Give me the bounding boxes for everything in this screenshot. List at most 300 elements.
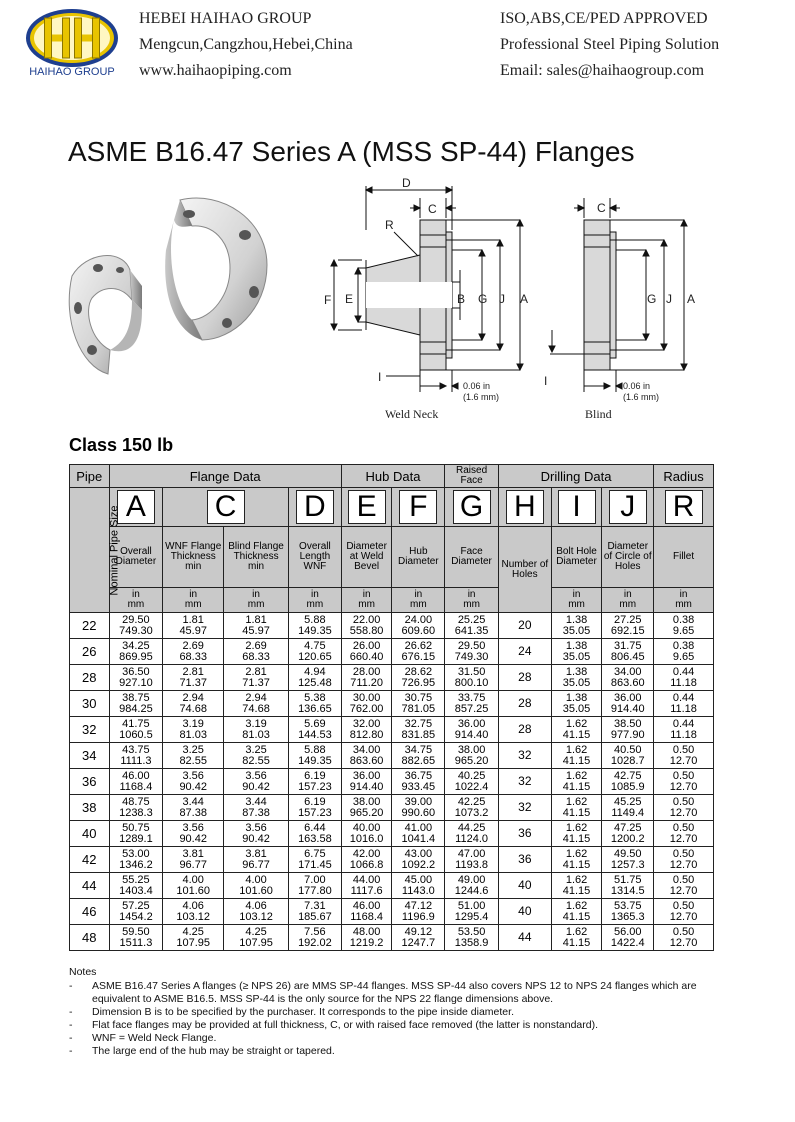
value-in: 1.62 bbox=[565, 717, 588, 730]
cell-a bbox=[109, 613, 163, 639]
label-g: G bbox=[478, 292, 488, 306]
table-row bbox=[70, 665, 714, 691]
unit-cell bbox=[289, 588, 342, 613]
value-in: 4.00 bbox=[245, 873, 267, 886]
value-mm: 96.77 bbox=[242, 858, 270, 871]
value-mm: 107.95 bbox=[239, 936, 273, 949]
value-mm: 1257.3 bbox=[610, 858, 645, 871]
unit-cell bbox=[445, 588, 499, 613]
cell-r bbox=[654, 925, 714, 951]
value-in: 26.00 bbox=[352, 639, 381, 652]
cell-a bbox=[109, 873, 163, 899]
cell-e bbox=[341, 795, 392, 821]
value-in: 36.00 bbox=[457, 717, 486, 730]
cell-r bbox=[654, 847, 714, 873]
email-text[interactable]: Email: sales@haihaogroup.com bbox=[500, 62, 705, 79]
notes-title: Notes bbox=[69, 966, 97, 978]
cell-cb bbox=[224, 717, 289, 743]
value-mm: 749.30 bbox=[119, 624, 153, 637]
value-mm: 863.60 bbox=[610, 676, 645, 689]
desc-overall-diameter: Overall Diameter bbox=[109, 527, 163, 588]
value-mm: 1295.4 bbox=[454, 910, 489, 923]
value-in: 45.25 bbox=[613, 795, 642, 808]
value-in: 41.00 bbox=[404, 821, 433, 834]
unit-cell bbox=[602, 588, 654, 613]
value-in: 0.44 bbox=[672, 665, 695, 678]
group-radius: Radius bbox=[654, 465, 714, 488]
group-pipe: Pipe bbox=[70, 465, 110, 488]
cell-h: 28 bbox=[498, 717, 551, 743]
note-text: ASME B16.47 Series A flanges (≥ NPS 26) are MMS SP-44 flanges. MSS SP-44 also covers NPS 12 to NPS 24 flanges which are equivalent to ASME B16.5. MSS SP-44 is the only source for the NPS 22 flange dimensions above. bbox=[92, 980, 697, 1005]
value-in: 22.00 bbox=[352, 613, 381, 626]
cell-a bbox=[109, 769, 163, 795]
cell-cw bbox=[163, 717, 224, 743]
cell-g bbox=[445, 847, 499, 873]
value-in: 4.94 bbox=[304, 665, 326, 678]
cell-nps: 44 bbox=[70, 873, 110, 899]
cell-j bbox=[602, 665, 654, 691]
value-mm: 90.42 bbox=[179, 832, 207, 845]
value-in: 0.50 bbox=[672, 795, 695, 808]
letter-i: I bbox=[558, 490, 596, 524]
value-mm: 35.05 bbox=[562, 702, 591, 715]
value-mm: 12.70 bbox=[669, 832, 698, 845]
cell-i bbox=[551, 795, 602, 821]
desc-weld-bevel: Diameter at Weld Bevel bbox=[341, 527, 392, 588]
cell-d bbox=[289, 847, 342, 873]
table-row bbox=[70, 717, 714, 743]
value-in: 3.19 bbox=[245, 717, 267, 730]
value-mm: 1238.3 bbox=[119, 806, 153, 819]
value-in: 43.75 bbox=[122, 743, 150, 756]
value-mm: 863.60 bbox=[349, 754, 384, 767]
table-row bbox=[70, 899, 714, 925]
cell-a bbox=[109, 639, 163, 665]
dim-mm-wn: (1.6 mm) bbox=[463, 392, 499, 402]
value-mm: 1124.0 bbox=[455, 832, 488, 845]
desc-circle-of-holes: Diameter of Circle of Holes bbox=[602, 527, 654, 588]
value-mm: 11.18 bbox=[670, 702, 697, 715]
value-mm: 869.95 bbox=[119, 650, 153, 663]
value-mm: 882.65 bbox=[401, 754, 436, 767]
unit-in: in bbox=[679, 589, 688, 600]
value-mm: 1073.2 bbox=[454, 806, 489, 819]
label-f: F bbox=[324, 293, 332, 307]
value-mm: 125.48 bbox=[298, 676, 332, 689]
value-in: 4.25 bbox=[245, 925, 267, 938]
value-in: 0.50 bbox=[672, 847, 695, 860]
cell-h: 28 bbox=[498, 665, 551, 691]
value-mm: 762.00 bbox=[349, 702, 384, 715]
value-mm: 831.85 bbox=[401, 728, 436, 741]
blind-label-a: A bbox=[687, 292, 696, 306]
nps-header bbox=[70, 488, 121, 613]
value-in: 46.00 bbox=[352, 899, 381, 912]
value-in: 3.56 bbox=[182, 769, 204, 782]
letter-j: J bbox=[609, 490, 647, 524]
note-bullet: - bbox=[69, 1006, 73, 1018]
cell-e bbox=[341, 925, 392, 951]
value-in: 1.38 bbox=[565, 691, 588, 704]
note-bullet: - bbox=[69, 1032, 73, 1044]
cell-f bbox=[392, 847, 445, 873]
value-mm: 136.65 bbox=[298, 702, 332, 715]
unit-in: in bbox=[189, 589, 198, 600]
cell-r bbox=[654, 873, 714, 899]
cell-cb bbox=[224, 665, 289, 691]
value-mm: 1247.7 bbox=[401, 936, 436, 949]
value-mm: 82.55 bbox=[179, 754, 207, 767]
letter-row bbox=[70, 488, 714, 527]
value-mm: 41.15 bbox=[562, 832, 591, 845]
value-mm: 806.45 bbox=[610, 650, 645, 663]
cell-r bbox=[654, 665, 714, 691]
value-mm: 12.70 bbox=[669, 936, 698, 949]
cell-j bbox=[602, 925, 654, 951]
desc-hub-diameter: Hub Diameter bbox=[392, 527, 445, 588]
value-mm: 800.10 bbox=[454, 676, 489, 689]
value-in: 39.00 bbox=[404, 795, 433, 808]
value-mm: 90.42 bbox=[179, 780, 207, 793]
cell-cw bbox=[163, 639, 224, 665]
flange-dimension-table bbox=[69, 464, 714, 951]
unit-in: in bbox=[572, 589, 581, 600]
value-in: 4.25 bbox=[182, 925, 204, 938]
desc-wnf-thickness: WNF Flange Thickness min bbox=[163, 527, 224, 588]
cell-j bbox=[602, 717, 654, 743]
cell-h: 36 bbox=[498, 821, 551, 847]
value-in: 4.06 bbox=[182, 899, 204, 912]
cell-f bbox=[392, 613, 445, 639]
cell-g bbox=[445, 717, 499, 743]
value-in: 1.62 bbox=[565, 795, 588, 808]
value-mm: 1200.2 bbox=[610, 832, 645, 845]
cell-j bbox=[602, 795, 654, 821]
value-mm: 558.80 bbox=[349, 624, 384, 637]
value-mm: 41.15 bbox=[562, 728, 591, 741]
cell-a bbox=[109, 743, 163, 769]
letter-h: H bbox=[506, 490, 544, 524]
cell-h: 32 bbox=[498, 743, 551, 769]
cell-f bbox=[392, 743, 445, 769]
value-mm: 1196.9 bbox=[401, 910, 435, 923]
cell-g bbox=[445, 613, 499, 639]
label-d: D bbox=[402, 176, 411, 190]
value-mm: 90.42 bbox=[242, 780, 270, 793]
value-mm: 857.25 bbox=[454, 702, 489, 715]
value-mm: 101.60 bbox=[176, 884, 211, 897]
value-mm: 1117.6 bbox=[350, 884, 383, 897]
value-in: 51.75 bbox=[613, 873, 642, 886]
cell-g bbox=[445, 821, 499, 847]
unit-mm: mm bbox=[127, 599, 145, 610]
value-in: 48.75 bbox=[122, 795, 150, 808]
value-mm: 1346.2 bbox=[119, 858, 153, 871]
letter-g: G bbox=[453, 490, 491, 524]
table-row bbox=[70, 743, 714, 769]
cell-h: 40 bbox=[498, 899, 551, 925]
cell-e bbox=[341, 717, 392, 743]
value-in: 0.50 bbox=[672, 899, 695, 912]
company-address: Mengcun,Cangzhou,Hebei,China bbox=[139, 36, 353, 53]
value-mm: 641.35 bbox=[454, 624, 489, 637]
cell-h: 40 bbox=[498, 873, 551, 899]
value-mm: 1060.5 bbox=[119, 728, 153, 741]
value-in: 7.56 bbox=[304, 925, 326, 938]
cell-d bbox=[289, 873, 342, 899]
value-in: 1.62 bbox=[565, 769, 588, 782]
value-mm: 74.68 bbox=[242, 702, 270, 715]
value-in: 0.44 bbox=[672, 717, 695, 730]
value-mm: 726.95 bbox=[401, 676, 436, 689]
value-in: 3.81 bbox=[182, 847, 204, 860]
value-in: 1.62 bbox=[565, 847, 588, 860]
value-in: 6.19 bbox=[304, 769, 326, 782]
cell-cw bbox=[163, 795, 224, 821]
value-mm: 1066.8 bbox=[349, 858, 384, 871]
cell-nps: 38 bbox=[70, 795, 110, 821]
unit-mm: mm bbox=[619, 599, 637, 610]
value-in: 1.38 bbox=[565, 639, 588, 652]
cell-cw bbox=[163, 743, 224, 769]
value-in: 0.38 bbox=[672, 613, 695, 626]
slogan-text: Professional Steel Piping Solution bbox=[500, 36, 720, 53]
unit-cell bbox=[163, 588, 224, 613]
value-mm: 1403.4 bbox=[119, 884, 153, 897]
value-mm: 812.80 bbox=[349, 728, 384, 741]
value-in: 2.81 bbox=[182, 665, 204, 678]
cell-g bbox=[445, 639, 499, 665]
value-in: 26.62 bbox=[404, 639, 433, 652]
value-mm: 914.40 bbox=[454, 728, 489, 741]
label-b: B bbox=[457, 292, 466, 306]
table-row bbox=[70, 873, 714, 899]
value-mm: 660.40 bbox=[349, 650, 384, 663]
note-text: The large end of the hub may be straight or tapered. bbox=[92, 1045, 335, 1057]
group-drilling: Drilling Data bbox=[498, 465, 653, 488]
cell-i bbox=[551, 743, 602, 769]
cell-r bbox=[654, 743, 714, 769]
cell-d bbox=[289, 769, 342, 795]
value-in: 34.00 bbox=[352, 743, 381, 756]
unit-in: in bbox=[310, 589, 319, 600]
value-mm: 12.70 bbox=[669, 806, 698, 819]
value-mm: 171.45 bbox=[298, 858, 332, 871]
value-in: 40.00 bbox=[352, 821, 381, 834]
label-j: J bbox=[499, 292, 505, 306]
unit-mm: mm bbox=[568, 599, 585, 610]
table-row bbox=[70, 847, 714, 873]
value-in: 3.44 bbox=[245, 795, 267, 808]
cell-a bbox=[109, 899, 163, 925]
value-mm: 1022.4 bbox=[454, 780, 489, 793]
value-in: 3.44 bbox=[182, 795, 204, 808]
value-mm: 41.15 bbox=[562, 806, 591, 819]
cell-h: 32 bbox=[498, 769, 551, 795]
cell-g bbox=[445, 691, 499, 717]
value-mm: 965.20 bbox=[349, 806, 384, 819]
value-mm: 41.15 bbox=[562, 754, 591, 767]
cell-j bbox=[602, 639, 654, 665]
cell-f bbox=[392, 873, 445, 899]
cell-d bbox=[289, 665, 342, 691]
value-in: 30.00 bbox=[352, 691, 381, 704]
value-in: 36.75 bbox=[404, 769, 433, 782]
unit-mm: mm bbox=[306, 599, 324, 610]
value-in: 7.31 bbox=[304, 899, 326, 912]
value-in: 3.25 bbox=[182, 743, 204, 756]
cell-cw bbox=[163, 821, 224, 847]
value-in: 6.44 bbox=[304, 821, 326, 834]
dim-in-blind: 0.06 in bbox=[623, 381, 651, 391]
value-in: 5.69 bbox=[304, 717, 326, 730]
table-row bbox=[70, 639, 714, 665]
value-in: 3.56 bbox=[182, 821, 204, 834]
value-mm: 1193.8 bbox=[455, 858, 488, 871]
note-text: Flat face flanges may be provided at full thickness, C, or with raised face removed (the latter is nonstandard). bbox=[92, 1019, 598, 1031]
desc-bolt-hole: Bolt Hole Diameter bbox=[551, 527, 602, 588]
letter-e: E bbox=[348, 490, 386, 524]
cell-i bbox=[551, 821, 602, 847]
cell-i bbox=[551, 691, 602, 717]
cell-f bbox=[392, 795, 445, 821]
cell-g bbox=[445, 665, 499, 691]
unit-cell bbox=[392, 588, 445, 613]
cell-j bbox=[602, 691, 654, 717]
unit-mm: mm bbox=[410, 599, 427, 610]
nps-label: Nominal Pipe Size bbox=[108, 505, 121, 596]
note-text: WNF = Weld Neck Flange. bbox=[92, 1032, 217, 1044]
note-bullet: - bbox=[69, 1045, 73, 1057]
value-in: 5.88 bbox=[304, 743, 326, 756]
value-mm: 914.40 bbox=[349, 780, 384, 793]
value-in: 3.81 bbox=[245, 847, 267, 860]
cell-cw bbox=[163, 665, 224, 691]
cell-cb bbox=[224, 743, 289, 769]
value-in: 31.75 bbox=[613, 639, 642, 652]
company-website[interactable]: www.haihaopiping.com bbox=[139, 62, 292, 79]
note-item bbox=[69, 1032, 719, 1045]
cell-d bbox=[289, 743, 342, 769]
blind-label-j: J bbox=[666, 292, 672, 306]
cell-cb bbox=[224, 899, 289, 925]
value-mm: 1244.6 bbox=[454, 884, 489, 897]
cell-nps: 36 bbox=[70, 769, 110, 795]
value-mm: 12.70 bbox=[669, 780, 698, 793]
value-mm: 1143.0 bbox=[401, 884, 435, 897]
value-mm: 45.97 bbox=[242, 624, 270, 637]
cell-i bbox=[551, 899, 602, 925]
note-item bbox=[69, 1045, 719, 1058]
value-mm: 82.55 bbox=[242, 754, 270, 767]
dim-mm-blind: (1.6 mm) bbox=[623, 392, 659, 402]
value-mm: 185.67 bbox=[298, 910, 332, 923]
value-in: 0.50 bbox=[672, 769, 695, 782]
value-mm: 101.60 bbox=[239, 884, 273, 897]
value-in: 47.12 bbox=[404, 899, 433, 912]
value-in: 53.50 bbox=[457, 925, 486, 938]
value-in: 5.88 bbox=[304, 613, 326, 626]
value-mm: 41.15 bbox=[562, 884, 591, 897]
value-mm: 87.38 bbox=[179, 806, 207, 819]
value-in: 27.25 bbox=[613, 613, 642, 626]
value-mm: 177.80 bbox=[298, 884, 332, 897]
value-mm: 1168.4 bbox=[119, 780, 153, 793]
unit-cell bbox=[654, 588, 714, 613]
unit-mm: mm bbox=[358, 599, 375, 610]
cell-d bbox=[289, 899, 342, 925]
cell-a bbox=[109, 925, 163, 951]
table-row bbox=[70, 613, 714, 639]
cell-a bbox=[109, 717, 163, 743]
value-in: 45.00 bbox=[404, 873, 433, 886]
cell-j bbox=[602, 769, 654, 795]
value-mm: 1028.7 bbox=[610, 754, 645, 767]
note-bullet: - bbox=[69, 980, 73, 992]
company-name: HEBEI HAIHAO GROUP bbox=[139, 10, 312, 27]
value-mm: 1149.4 bbox=[611, 806, 645, 819]
letter-d: D bbox=[296, 490, 334, 524]
table-row bbox=[70, 821, 714, 847]
value-in: 56.00 bbox=[613, 925, 642, 938]
notes-section bbox=[69, 966, 719, 1058]
cell-r bbox=[654, 769, 714, 795]
cell-j bbox=[602, 613, 654, 639]
label-a: A bbox=[520, 292, 529, 306]
cell-f bbox=[392, 925, 445, 951]
cell-r bbox=[654, 899, 714, 925]
value-mm: 45.97 bbox=[179, 624, 207, 637]
cell-e bbox=[341, 769, 392, 795]
value-in: 57.25 bbox=[122, 899, 150, 912]
value-in: 1.81 bbox=[245, 613, 267, 626]
company-credentials bbox=[500, 6, 719, 84]
blind-label-c: C bbox=[597, 201, 606, 215]
cell-g bbox=[445, 795, 499, 821]
note-item bbox=[69, 1019, 719, 1032]
value-in: 40.50 bbox=[613, 743, 642, 756]
value-mm: 965.20 bbox=[454, 754, 489, 767]
value-in: 29.50 bbox=[122, 613, 150, 626]
value-in: 55.25 bbox=[122, 873, 150, 886]
value-in: 2.94 bbox=[245, 691, 267, 704]
cell-cb bbox=[224, 795, 289, 821]
cell-g bbox=[445, 899, 499, 925]
letter-a: A bbox=[117, 490, 155, 524]
value-in: 36.00 bbox=[352, 769, 381, 782]
group-header-row bbox=[70, 465, 714, 488]
cell-j bbox=[602, 821, 654, 847]
cell-cb bbox=[224, 873, 289, 899]
cell-r bbox=[654, 717, 714, 743]
value-in: 32.00 bbox=[352, 717, 381, 730]
value-in: 42.25 bbox=[457, 795, 486, 808]
value-in: 24.00 bbox=[404, 613, 433, 626]
value-in: 0.50 bbox=[672, 821, 695, 834]
cell-e bbox=[341, 613, 392, 639]
value-in: 49.00 bbox=[457, 873, 486, 886]
value-in: 51.00 bbox=[457, 899, 486, 912]
note-item bbox=[69, 1006, 719, 1019]
letter-r: R bbox=[665, 490, 703, 524]
cell-h: 36 bbox=[498, 847, 551, 873]
value-mm: 977.90 bbox=[610, 728, 645, 741]
value-in: 0.50 bbox=[672, 743, 695, 756]
value-mm: 9.65 bbox=[672, 624, 695, 637]
value-in: 0.50 bbox=[672, 925, 695, 938]
value-in: 48.00 bbox=[352, 925, 381, 938]
value-mm: 149.35 bbox=[298, 624, 332, 637]
